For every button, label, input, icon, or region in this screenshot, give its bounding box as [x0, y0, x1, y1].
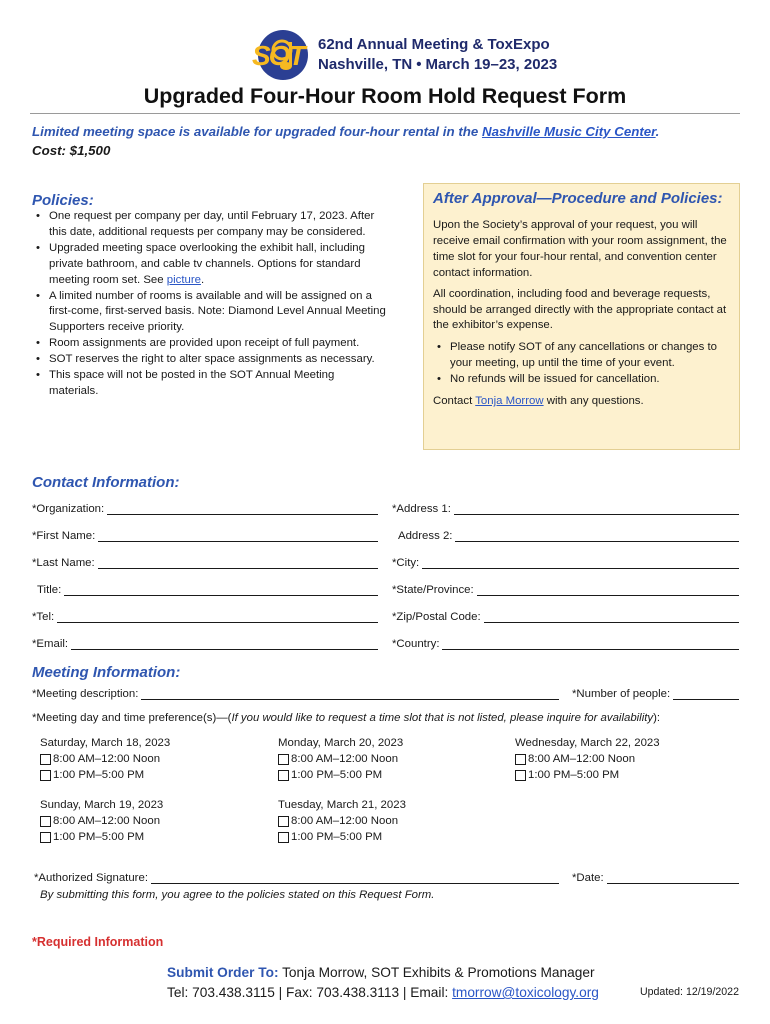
date-field[interactable]	[572, 872, 739, 884]
policy-item: • One request per company per day, until February 17, 2023. After this date, additional requests per company may be considered.	[36, 209, 386, 241]
email-link[interactable]: tmorrow@toxicology.org	[452, 985, 599, 1000]
venue-link[interactable]: Nashville Music City Center	[481, 124, 656, 139]
policy-item: • This space will not be posted in the SOT Annual Meeting materials.	[36, 368, 386, 400]
field-line[interactable]	[442, 638, 739, 650]
title-divider	[30, 113, 740, 114]
picture-link[interactable]: picture	[166, 273, 201, 286]
intro-period: .	[655, 124, 660, 139]
slot-label: 1:00 PM–5:00 PM	[528, 768, 620, 781]
field-label: *First Name:	[32, 530, 96, 542]
field-line[interactable]	[107, 503, 378, 515]
day-date: Saturday, March 18, 2023	[40, 737, 171, 749]
contact-link[interactable]: Tonja Morrow	[475, 395, 544, 408]
checkbox[interactable]	[40, 816, 51, 827]
slot-label: 1:00 PM–5:00 PM	[291, 830, 383, 843]
field-label: *Country:	[392, 638, 440, 650]
checkbox[interactable]	[278, 832, 289, 843]
slot-label: 8:00 AM–12:00 Noon	[53, 814, 161, 827]
slot-afternoon[interactable]	[278, 768, 403, 784]
field-line[interactable]	[484, 611, 739, 623]
slot-morning[interactable]	[40, 814, 163, 830]
sot-logo	[252, 30, 308, 80]
policy-item: • Room assignments are provided upon receipt of full payment.	[36, 336, 386, 352]
day-sunday	[40, 798, 163, 846]
slot-label: 8:00 AM–12:00 Noon	[291, 814, 399, 827]
day-monday	[278, 736, 403, 784]
field-label: *State/Province:	[392, 584, 474, 596]
pref-end: ):	[653, 712, 661, 724]
day-date: Sunday, March 19, 2023	[40, 799, 164, 811]
day-wednesday	[515, 736, 660, 784]
field-line[interactable]	[141, 688, 559, 700]
event-dates: March 19–23, 2023	[425, 56, 558, 73]
event-location-dates	[318, 55, 557, 75]
policy-item: • SOT reserves the right to alter space assignments as necessary.	[36, 352, 386, 368]
field-label: *Date:	[572, 872, 604, 884]
field-line[interactable]	[477, 584, 739, 596]
checkbox[interactable]	[515, 770, 526, 781]
pref-text: *Meeting day and time preference(s)—(	[32, 712, 232, 724]
checkbox[interactable]	[278, 816, 289, 827]
day-date: Monday, March 20, 2023	[278, 737, 404, 749]
field-line[interactable]	[673, 688, 739, 700]
slot-afternoon[interactable]	[40, 830, 163, 846]
field-line[interactable]	[455, 530, 739, 542]
policy-item	[36, 241, 386, 289]
contact-text-end: with any questions.	[543, 395, 644, 408]
title-field[interactable]	[37, 584, 378, 596]
field-label: *Tel:	[32, 611, 55, 623]
checkbox[interactable]	[40, 770, 51, 781]
first-name-field[interactable]	[32, 530, 378, 542]
city-field[interactable]	[392, 557, 739, 569]
contact-text: Contact	[433, 395, 476, 408]
submit-name: Tonja Morrow, SOT Exhibits & Promotions Manager	[282, 965, 595, 980]
field-line[interactable]	[151, 872, 559, 884]
policies-list	[36, 209, 386, 400]
slot-label: 8:00 AM–12:00 Noon	[528, 752, 636, 765]
policy-text: Upgraded meeting space overlooking the exhibit hall, including private bathroom, and cable tv channels. Options for standard meeting room set. See	[49, 241, 365, 286]
field-label: *Zip/Postal Code:	[392, 611, 481, 623]
field-label: *Number of people:	[572, 688, 671, 700]
agreement-note: By submitting this form, you agree to the policies stated on this Request Form.	[40, 889, 435, 901]
slot-label: 8:00 AM–12:00 Noon	[53, 752, 161, 765]
field-label: Address 2:	[398, 530, 453, 542]
field-line[interactable]	[98, 530, 378, 542]
field-line[interactable]	[98, 557, 378, 569]
event-header	[252, 30, 558, 80]
submit-heading: Submit Order To:	[167, 965, 279, 980]
day-saturday	[40, 736, 170, 784]
meeting-heading: Meeting Information:	[32, 664, 181, 681]
approval-box	[423, 183, 740, 450]
state-field[interactable]	[392, 584, 739, 596]
slot-label: 8:00 AM–12:00 Noon	[291, 752, 399, 765]
approval-paragraph: All coordination, including food and beverage requests, should be arranged directly with the appropriate contact at the exhibitor’s expense.	[433, 287, 727, 332]
field-label: Title:	[37, 584, 62, 596]
slot-label: 1:00 PM–5:00 PM	[291, 768, 383, 781]
field-label: *Address 1:	[392, 503, 451, 515]
checkbox[interactable]	[40, 832, 51, 843]
approval-paragraph: Upon the Society’s approval of your request, you will receive email confirmation with your room assignment, the time slot for your four-hour rental, and convention center contact information.	[433, 219, 727, 279]
slot-label: 1:00 PM–5:00 PM	[53, 830, 145, 843]
time-preference-label	[32, 712, 660, 724]
field-label: *Authorized Signature:	[34, 872, 148, 884]
day-date: Tuesday, March 21, 2023	[278, 799, 406, 811]
slot-morning[interactable]	[278, 752, 403, 768]
day-tuesday	[278, 798, 406, 846]
signature-field[interactable]	[34, 872, 559, 884]
approval-bullet: • Please notify SOT of any cancellations or changes to your meeting, up until the time of your event.	[437, 340, 729, 372]
updated-date: Updated: 12/19/2022	[640, 986, 739, 998]
slot-label: 1:00 PM–5:00 PM	[53, 768, 145, 781]
zip-field[interactable]	[392, 611, 739, 623]
submit-info	[167, 963, 599, 1003]
slot-morning[interactable]	[278, 814, 406, 830]
slot-afternoon[interactable]	[40, 768, 170, 784]
event-city: Nashville, TN	[318, 56, 413, 73]
checkbox[interactable]	[40, 754, 51, 765]
contact-heading: Contact Information:	[32, 474, 180, 491]
checkbox[interactable]	[278, 754, 289, 765]
field-label: *Last Name:	[32, 557, 95, 569]
approval-contact	[433, 394, 729, 410]
field-line[interactable]	[71, 638, 378, 650]
slot-morning[interactable]	[515, 752, 660, 768]
field-line[interactable]	[57, 611, 378, 623]
organization-field[interactable]	[32, 503, 378, 515]
address1-field[interactable]	[392, 503, 739, 515]
separator-dot: •	[416, 56, 422, 73]
pref-italic: If you would like to request a time slot that is not listed, please inquire for availability	[231, 712, 654, 724]
slot-afternoon[interactable]	[278, 830, 406, 846]
meeting-description-field[interactable]	[32, 688, 559, 700]
country-field[interactable]	[392, 638, 739, 650]
approval-heading: After Approval—Procedure and Policies:	[433, 190, 723, 207]
field-label: *Meeting description:	[32, 688, 139, 700]
logo-text: SOT	[252, 40, 304, 71]
intro-text: Limited meeting space is available for upgraded four-hour rental in the	[32, 124, 482, 139]
address2-field[interactable]	[398, 530, 739, 542]
required-note: *Required Information	[32, 935, 164, 949]
slot-morning[interactable]	[40, 752, 170, 768]
event-name: 62nd Annual Meeting & ToxExpo	[318, 36, 550, 53]
field-line[interactable]	[64, 584, 378, 596]
policy-item: • A limited number of rooms is available and will be assigned on a first-come, first-served basis. Note: Diamond Level Annual Meeting Supporters receive priority.	[36, 289, 386, 337]
checkbox[interactable]	[515, 754, 526, 765]
page-title: Upgraded Four-Hour Room Hold Request Form	[143, 84, 627, 108]
field-line[interactable]	[422, 557, 739, 569]
field-label: *Email:	[32, 638, 69, 650]
slot-afternoon[interactable]	[515, 768, 660, 784]
tel-field[interactable]	[32, 611, 378, 623]
approval-bullets	[437, 340, 729, 388]
field-line[interactable]	[607, 872, 739, 884]
number-of-people-field[interactable]	[572, 688, 739, 700]
email-field[interactable]	[32, 638, 378, 650]
policies-heading: Policies:	[32, 192, 94, 209]
policy-period: .	[200, 273, 205, 286]
day-date: Wednesday, March 22, 2023	[515, 737, 660, 749]
cost: Cost: $1,500	[32, 143, 111, 158]
field-label: *City:	[392, 557, 420, 569]
last-name-field[interactable]	[32, 557, 378, 569]
approval-bullet: • No refunds will be issued for cancellation.	[437, 372, 729, 388]
field-label: *Organization:	[32, 503, 105, 515]
checkbox[interactable]	[278, 770, 289, 781]
intro	[32, 122, 659, 160]
submit-contact: Tel: 703.438.3115 | Fax: 703.438.3113 | Email:	[167, 985, 453, 1000]
field-line[interactable]	[454, 503, 739, 515]
